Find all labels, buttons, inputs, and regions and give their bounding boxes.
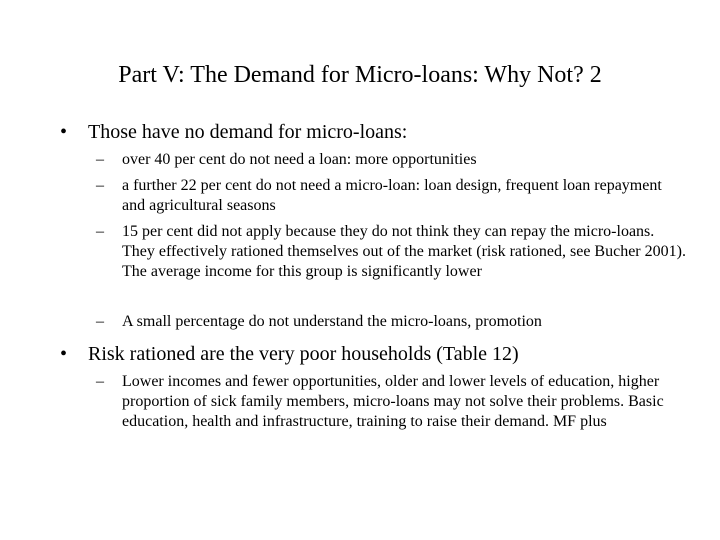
bullet-marker: • xyxy=(60,121,68,143)
sub-bullet-item xyxy=(96,222,686,282)
sub-bullet-item xyxy=(96,372,686,432)
bullet-item xyxy=(60,342,680,366)
dash-marker: – xyxy=(96,177,104,194)
dash-marker: – xyxy=(96,223,104,240)
bullet-text: Those have no demand for micro-loans: xyxy=(88,121,408,143)
slide-title: Part V: The Demand for Micro-loans: Why Not? 2 xyxy=(118,62,602,88)
dash-marker: – xyxy=(96,373,104,390)
sub-bullet-text: A small percentage do not understand the micro-loans, promotion xyxy=(122,313,542,330)
sub-bullet-text: Lower incomes and fewer opportunities, older and lower levels of education, higher proportion of sick family members, micro-loans may not solve their problems. Basic education, health and infrastructure, training to raise their demand. MF plus xyxy=(122,373,664,430)
dash-marker: – xyxy=(96,151,104,168)
sub-bullet-text: over 40 per cent do not need a loan: more opportunities xyxy=(122,151,477,168)
dash-marker: – xyxy=(96,313,104,330)
sub-bullet-item xyxy=(96,312,686,332)
bullet-item xyxy=(60,120,680,144)
bullet-text: Risk rationed are the very poor households (Table 12) xyxy=(88,343,519,365)
sub-bullet-text: a further 22 per cent do not need a micro-loan: loan design, frequent loan repayment and agricultural seasons xyxy=(122,177,662,214)
bullet-marker: • xyxy=(60,343,68,365)
sub-bullet-item xyxy=(96,150,686,170)
sub-bullet-text: 15 per cent did not apply because they do not think they can repay the micro-loans. They effectively rationed themselves out of the market (risk rationed, see Bucher 2001). The average income for this group is significantly lower xyxy=(122,223,686,280)
sub-bullet-item xyxy=(96,176,686,216)
